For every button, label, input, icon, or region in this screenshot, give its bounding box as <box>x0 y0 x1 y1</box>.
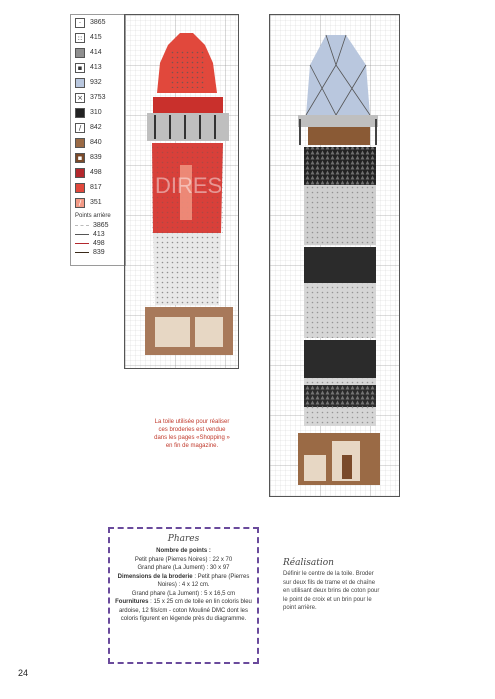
legend-swatch <box>75 168 85 178</box>
legend-code: 3865 <box>90 19 106 26</box>
legend-code: 842 <box>90 124 102 131</box>
backstitch-code: 498 <box>93 240 105 247</box>
legend-swatch <box>75 78 85 88</box>
legend-row <box>75 105 125 120</box>
backstitch-code: 3865 <box>93 222 109 229</box>
large-lighthouse-grid <box>270 15 399 496</box>
legend-swatch <box>75 183 85 193</box>
legend-swatch: :: <box>75 33 85 43</box>
legend-swatch: ▪ <box>75 153 85 163</box>
legend-swatch <box>75 48 85 58</box>
backstitch-items <box>71 221 125 257</box>
backstitch-line <box>75 252 89 253</box>
legend-swatch: × <box>75 93 85 103</box>
backstitch-row <box>75 239 125 248</box>
legend-row <box>75 195 125 210</box>
gallery-top <box>153 97 223 113</box>
large-points: Grand phare (La Jument) : 30 x 97 <box>137 565 230 571</box>
legend-row <box>75 165 125 180</box>
backstitch-row <box>75 248 125 257</box>
legend-row <box>75 150 125 165</box>
legend-code: 932 <box>90 79 102 86</box>
small-points: Petit phare (Pierres Noires) : 22 x 70 <box>134 556 233 563</box>
legend-row <box>75 75 125 90</box>
legend-code: 3753 <box>90 94 106 101</box>
small-lighthouse-grid <box>125 15 238 368</box>
legend-swatch: / <box>75 123 85 133</box>
legend-row <box>75 120 125 135</box>
legend-row <box>75 90 125 105</box>
legend-row <box>75 180 125 195</box>
legend-row <box>75 30 125 45</box>
legend-swatch <box>75 108 85 118</box>
tower-band-3 <box>304 247 376 283</box>
legend-row <box>75 15 125 30</box>
legend-code: 415 <box>90 34 102 41</box>
realisation-title: Réalisation <box>283 558 334 568</box>
backstitch-title: Points arrière <box>75 213 111 219</box>
legend-code: 839 <box>90 154 102 161</box>
small-lighthouse-chart <box>124 14 239 369</box>
legend-swatch: / <box>75 198 85 208</box>
realisation-section <box>283 558 383 613</box>
legend-swatch <box>75 138 85 148</box>
points-heading: Nombre de points : <box>156 548 211 554</box>
legend-code: 414 <box>90 49 102 56</box>
legend-code: 817 <box>90 184 102 191</box>
backstitch-line <box>75 234 89 235</box>
legend-row <box>75 45 125 60</box>
backstitch-row <box>75 230 125 239</box>
legend-code: 498 <box>90 169 102 176</box>
legend-row <box>75 60 125 75</box>
legend-code: 351 <box>90 199 102 206</box>
color-legend <box>70 14 126 266</box>
legend-code: 413 <box>90 64 102 71</box>
backstitch-line <box>75 243 89 244</box>
supplies-line: Fournitures : 15 x 25 cm de toile en lin coloris bleu ardoise, 12 fils/cm - coton Mouliné DMC dont les coloris figurent en légende près du diagramme. <box>115 599 252 622</box>
backstitch-line <box>75 225 89 226</box>
info-title: Phares <box>167 534 200 544</box>
dims-large: Grand phare (La Jument) : 5 x 16,5 cm <box>131 590 236 597</box>
watermark-text: DIRES <box>155 173 223 198</box>
dims-line: Dimensions de la broderie : Petit phare (Pierres Noires) : 4 x 12 cm. <box>117 573 250 588</box>
backstitch-code: 413 <box>93 231 105 238</box>
info-box <box>108 527 259 664</box>
legend-swatch: · <box>75 18 85 28</box>
legend-code: 840 <box>90 139 102 146</box>
legend-row <box>75 135 125 150</box>
backstitch-code: 839 <box>93 249 105 256</box>
realisation-text: Définir le centre de la toile. Broder sur deux fils de trame et de chaîne en utilisant deux brins de coton pour le point de croix et un brin pour le point arrière. <box>283 571 380 611</box>
large-lighthouse-chart <box>269 14 400 497</box>
legend-swatch: ▪ <box>75 63 85 73</box>
tower-band-5 <box>304 340 376 378</box>
gallery-railing <box>147 113 229 141</box>
legend-code: 310 <box>90 109 102 116</box>
backstitch-row <box>75 221 125 230</box>
fabric-caption: La toile utilisée pour réaliser ces broderies est vendue dans les pages «Shopping » en fin de magazine. <box>154 419 230 449</box>
page-number: 24 <box>18 668 29 678</box>
legend-items <box>71 15 125 210</box>
gallery-brown <box>308 127 370 145</box>
